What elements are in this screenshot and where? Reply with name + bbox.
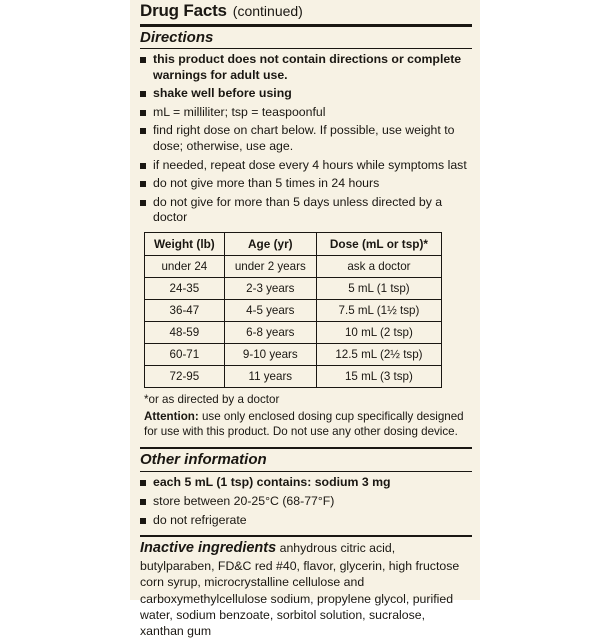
dose-footnote: *or as directed by a doctor [144,393,280,407]
directions-list [140,52,472,226]
cell-dose: ask a doctor [316,256,441,278]
cell-age: 9-10 years [224,344,316,366]
attention-note [144,409,472,439]
cell-weight: 48-59 [145,322,225,344]
list-item: this product does not contain directions or complete warnings for adult use. [140,52,472,83]
inactive-ingredients-text: anhydrous citric acid, butylparaben, FD&C red #40, flavor, glycerin, high fructose corn syrup, microcrystalline cellulose and carboxymethylcellulose sodium, propylene glycol, purified water, sodium benzoate, sorbitol solution, sucralose, xanthan gum [140,541,460,639]
list-item: do not give for more than 5 days unless directed by a doctor [140,195,472,226]
cell-dose: 12.5 mL (2½ tsp) [316,344,441,366]
cell-weight: 24-35 [145,278,225,300]
table-row [145,256,442,278]
column-header-dose: Dose (mL or tsp)* [316,233,441,256]
cell-age: under 2 years [224,256,316,278]
list-item: do not give more than 5 times in 24 hours [140,176,472,192]
other-information-list [140,475,472,528]
table-row [145,300,442,322]
cell-dose: 5 mL (1 tsp) [316,278,441,300]
drug-facts-label [130,0,480,639]
list-item: store between 20-25°C (68-77°F) [140,494,472,510]
cell-dose: 15 mL (3 tsp) [316,366,441,388]
list-item [140,475,472,491]
inactive-ingredients [140,539,472,639]
list-item: if needed, repeat dose every 4 hours while symptoms last [140,158,472,174]
divider-title [140,24,472,27]
cell-age: 4-5 years [224,300,316,322]
other-info-text: each 5 mL (1 tsp) contains: sodium 3 mg [153,475,391,490]
divider-other-info [140,471,472,472]
page-title-continued: (continued) [232,3,303,19]
table-row [145,278,442,300]
cell-weight: 72-95 [145,366,225,388]
divider-other-info-top [140,447,472,449]
cell-weight: 60-71 [145,344,225,366]
list-item: do not refrigerate [140,513,472,529]
page-title: Drug Facts [140,1,227,20]
list-item: mL = milliliter; tsp = teaspoonful [140,105,472,121]
directions-heading: Directions [140,29,214,46]
inactive-ingredients-heading: Inactive ingredients [140,540,277,557]
table-row [145,322,442,344]
cell-dose: 7.5 mL (1½ tsp) [316,300,441,322]
cell-age: 2-3 years [224,278,316,300]
divider-inactive [140,535,472,537]
attention-label: Attention: [144,410,199,424]
dosing-table [144,232,442,388]
cell-weight: 36-47 [145,300,225,322]
column-header-weight: Weight (lb) [145,233,225,256]
list-item: find right dose on chart below. If possible, use weight to dose; otherwise, use age. [140,123,472,154]
table-header-row [145,233,442,256]
list-item: shake well before using [140,86,472,102]
attention-text: use only enclosed dosing cup specifically designed for use with this product. Do not use any other dosing device. [144,410,464,439]
divider-directions [140,48,472,49]
cell-weight: under 24 [145,256,225,278]
cell-age: 11 years [224,366,316,388]
column-header-age: Age (yr) [224,233,316,256]
other-information-heading: Other information [140,451,267,469]
table-row [145,366,442,388]
table-row [145,344,442,366]
label-title-row [140,0,472,21]
cell-dose: 10 mL (2 tsp) [316,322,441,344]
cell-age: 6-8 years [224,322,316,344]
